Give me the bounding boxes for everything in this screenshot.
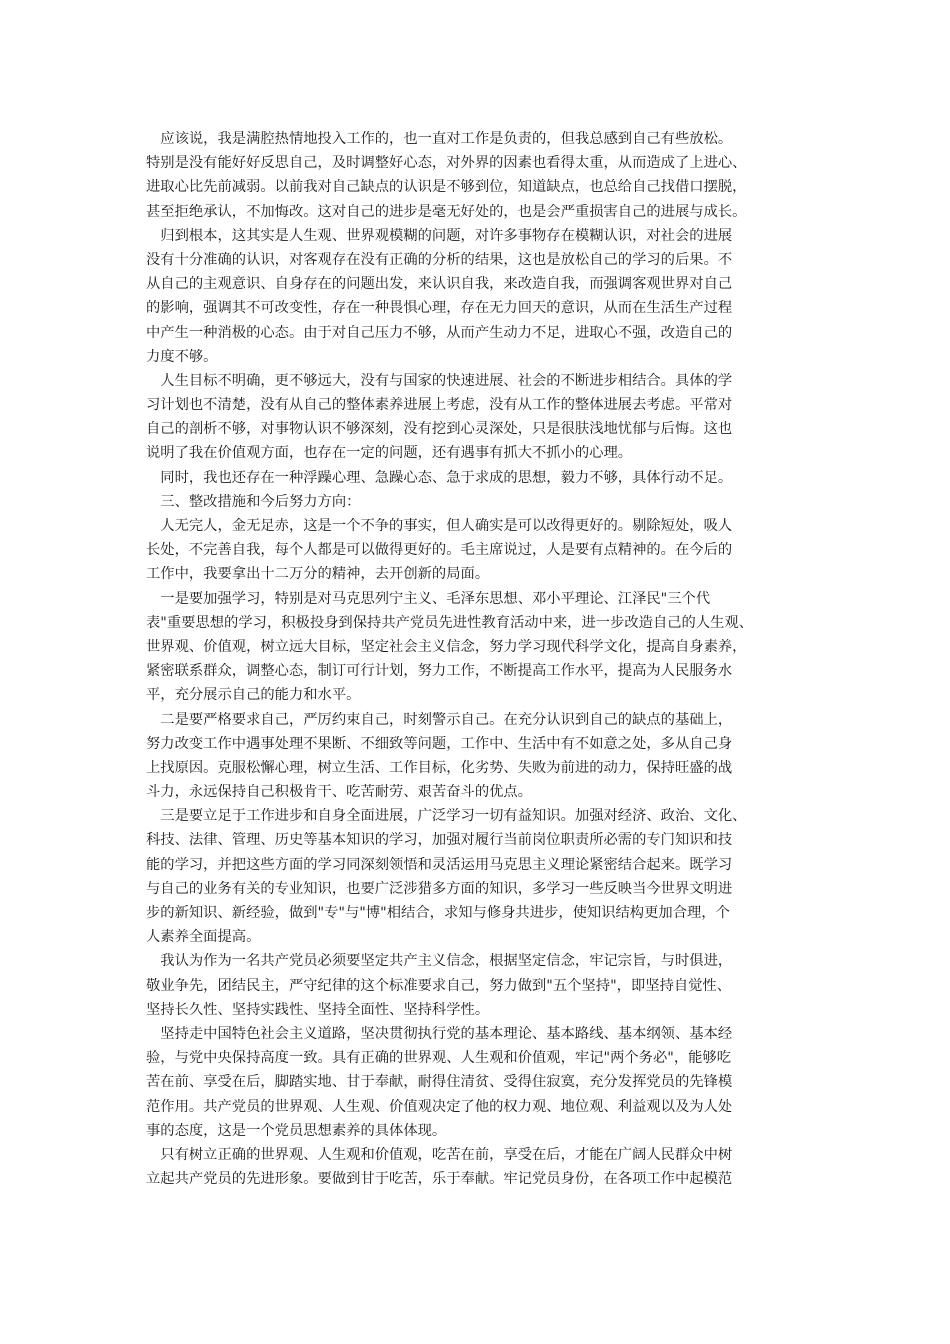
text-line: 敬业争先，团结民主，严守纪律的这个标准要求自己，努力做到"五个坚持"，即坚持自觉性、: [146, 977, 732, 994]
text-line: 上找原因。克服松懈心理，树立生活、工作目标，化劣势、失败为前进的动力，保持旺盛的战: [146, 759, 733, 776]
text-line: 只有树立正确的世界观、人生观和价值观，吃苦在前，享受在后，才能在广阔人民群众中树: [146, 1146, 733, 1163]
text-line: 能的学习，并把这些方面的学习同深刻领悟和灵活运用马克思主义理论紧密结合起来。既学习: [146, 856, 733, 873]
text-line: 紧密联系群众，调整心态，制订可行计划，努力工作，不断提高工作水平，提高为人民服务水: [146, 663, 733, 680]
text-line: 科技、法律、管理、历史等基本知识的学习，加强对履行当前岗位职责所必需的专门知识和技: [146, 832, 733, 849]
document-body: [146, 127, 808, 1191]
text-line: 事的态度，这是一个党员思想素养的具体体现。: [146, 1122, 447, 1139]
text-line: 斗力，永远保持自己积极肯干、吃苦耐劳、艰苦奋斗的优点。: [146, 784, 533, 801]
text-line: 人生目标不明确，更不够远大，没有与国家的快速进展、社会的不断进步相结合。具体的学: [146, 372, 733, 389]
text-line: 平，充分展示自己的能力和水平。: [146, 687, 361, 704]
text-line: 甚至拒绝承认，不加悔改。这对自己的进步是毫无好处的，也是会严重损害自己的进展与成长。: [146, 203, 747, 220]
text-line: 苦在前、享受在后，脚踏实地、甘于奉献，耐得住清贫、受得住寂寞，充分发挥党员的先锋模: [146, 1074, 733, 1091]
text-line: 坚持长久性、坚持实践性、坚持全面性、坚持科学性。: [146, 1001, 490, 1018]
text-line: 我认为作为一名共产党员必须要坚定共产主义信念，根据坚定信念，牢记宗旨，与时俱进，: [146, 953, 733, 970]
text-line: 没有十分准确的认识，对客观存在没有正确的分析的结果，这也是放松自己的学习的后果。不: [146, 251, 733, 268]
text-line: 表"重要思想的学习，积极投身到保持共产党员先进性教育活动中来，进一步改造自己的人生观、: [146, 614, 754, 631]
text-line: 从自己的主观意识、自身存在的问题出发，来认识自我，来改造自我，而强调客观世界对自己: [146, 276, 733, 293]
text-line: 中产生一种消极的心态。由于对自己压力不够，从而产生动力不足，进取心不强，改造自己的: [146, 324, 733, 341]
text-line: 应该说，我是满腔热情地投入工作的，也一直对工作是负责的，但我总感到自己有些放松。: [146, 131, 733, 147]
text-line: 同时，我也还存在一种浮躁心理、急躁心态、急于求成的思想，毅力不够，具体行动不足。: [146, 469, 733, 486]
text-line: 坚持走中国特色社会主义道路，坚决贯彻执行党的基本理论、基本路线、基本纲领、基本经: [146, 1025, 733, 1042]
text-line: 特别是没有能好好反思自己，及时调整好心态，对外界的因素也看得太重，从而造成了上进心、: [146, 155, 747, 172]
text-line: 说明了我在价值观方面，也存在一定的问题，还有遇事有抓大不抓小的心理。: [146, 445, 633, 462]
text-line: 自己的剖析不够，对事物认识不够深刻，没有挖到心灵深处，只是很肤浅地忧郁与后悔。这也: [146, 421, 733, 438]
text-line: 立起共产党员的先进形象。要做到甘于吃苦，乐于奉献。牢记党员身份，在各项工作中起模范: [146, 1171, 733, 1188]
text-line: 验，与党中央保持高度一致。具有正确的世界观、人生观和价值观，牢记"两个务必"，能够吃: [146, 1050, 732, 1067]
text-line: 三是要立足于工作进步和自身全面进展，广泛学习一切有益知识。加强对经济、政治、文化、: [146, 808, 747, 825]
text-line: 努力改变工作中遇事处理不果断、不细致等问题，工作中、生活中有不如意之处，多从自己身: [146, 735, 733, 752]
text-line: 人素养全面提高。: [146, 929, 261, 946]
text-line: 步的新知识、新经验，做到"专"与"博"相结合，求知与修身共进步，使知识结构更加合理，个: [146, 905, 730, 921]
text-line: 范作用。共产党员的世界观、人生观、价值观决定了他的权力观、地位观、利益观以及为人处: [146, 1098, 733, 1115]
text-line: 进取心比先前减弱。以前我对自己缺点的认识是不够到位，知道缺点，也总给自己找借口摆脱，: [146, 179, 747, 196]
text-line: 与自己的业务有关的专业知识，也要广泛涉猎多方面的知识，多学习一些反映当今世界文明进: [146, 880, 733, 897]
text-line: 世界观、价值观，树立远大目标，坚定社会主义信念，努力学习现代科学文化，提高自身素养，: [146, 638, 747, 655]
text-line: 人无完人，金无足赤，这是一个不争的事实，但人确实是可以改得更好的。剔除短处，吸人: [146, 518, 733, 534]
text-line: 习计划也不清楚，没有从自己的整体素养进展上考虑，没有从工作的整体进展去考虑。平常对: [146, 397, 733, 414]
text-line: 二是要严格要求自己，严厉约束自己，时刻警示自己。在充分认识到自己的缺点的基础上，: [146, 711, 733, 728]
text-line: 三、整改措施和今后努力方向：: [146, 493, 361, 510]
text-line: 长处，不完善自我，每个人都是可以做得更好的。毛主席说过，人是要有点精神的。在今后的: [146, 542, 733, 559]
text-line: 工作中，我要拿出十二万分的精神，去开创新的局面。: [146, 566, 490, 583]
text-line: 一是要加强学习，特别是对马克思列宁主义、毛泽东思想、邓小平理论、江泽民"三个代: [146, 590, 711, 607]
text-line: 力度不够。: [146, 348, 218, 365]
text-line: 归到根本，这其实是人生观、世界观模糊的问题，对许多事物存在模糊认识，对社会的进展: [146, 227, 733, 244]
text-line: 的影响，强调其不可改变性，存在一种畏惧心理，存在无力回天的意识，从而在生活生产过程: [146, 300, 733, 317]
